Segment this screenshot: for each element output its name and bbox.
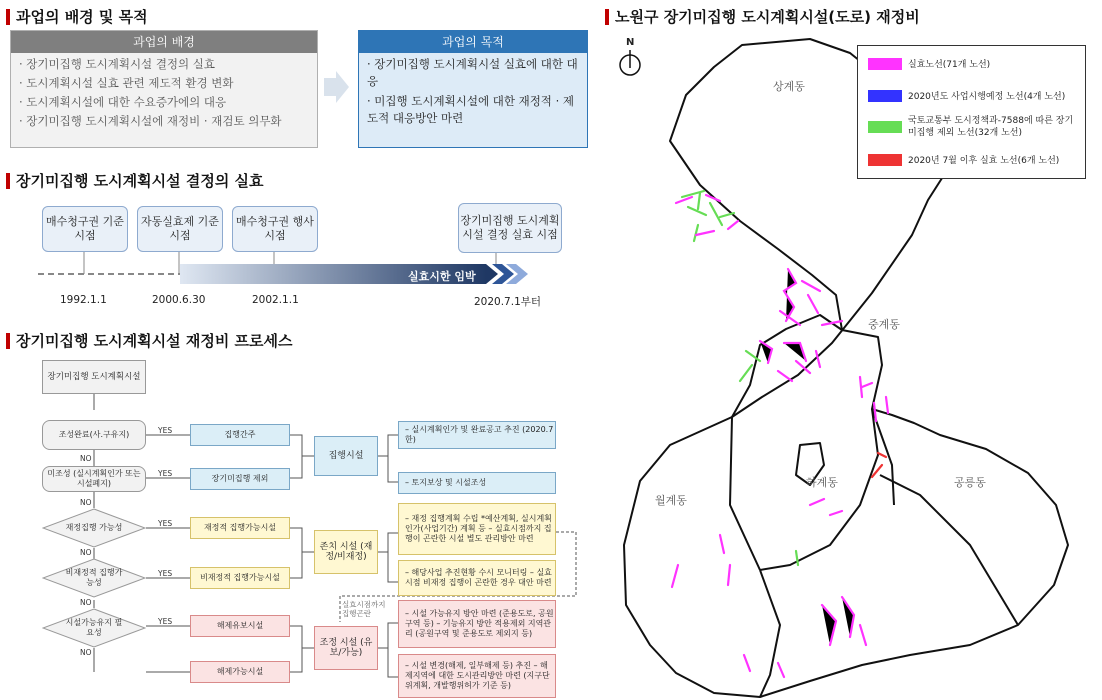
no-label: NO — [80, 548, 92, 557]
background-item: · 도시계획시설에 대한 수요증가에의 대응 — [19, 95, 227, 109]
flow-action-excluded: 장기미집행 제외 — [190, 468, 290, 490]
section-title-background: 과업의 배경 및 목적 — [6, 6, 148, 27]
flow-note: – 해당사업 추진현황 수시 모니터링 – 실효시점 비재정 집행이 곤란한 경우 대안 마련 — [398, 560, 556, 596]
flow-group-adjusted: 조정 시설 (유보/가능) — [314, 626, 378, 670]
legend-item: 2020년도 사업시행예정 노선(4개 노선) — [868, 89, 1065, 102]
no-label: NO — [80, 648, 92, 657]
flow-action-nonfinancial: 비재정적 집행가능시설 — [190, 567, 290, 589]
dong-label: 하계동 — [806, 476, 838, 489]
timeline-box: 매수청구권 행사 시점 — [232, 206, 318, 252]
arrow-right-icon — [322, 70, 350, 104]
legend-item: 국토교통부 도시정책과-7588에 따른 장기미집행 제외 노선(32개 노선) — [868, 115, 1078, 139]
no-label: NO — [80, 454, 92, 463]
map-legend — [857, 45, 1086, 179]
purpose-item: · 장기미집행 도시계획시설 실효에 대한 대응 — [367, 57, 578, 88]
timeline-date: 1992.1.1 — [60, 294, 107, 306]
legend-swatch — [868, 121, 902, 133]
dong-label: 중계동 — [868, 318, 900, 331]
legend-swatch — [868, 90, 902, 102]
legend-swatch — [868, 154, 902, 166]
yes-label: YES — [158, 569, 173, 578]
no-label: NO — [80, 598, 92, 607]
flow-decision-financial: 재정집행 가능성 — [65, 523, 123, 532]
flow-action-releasable: 해제가능시설 — [190, 661, 290, 683]
yes-label: YES — [158, 469, 173, 478]
timeline-axis — [30, 250, 570, 290]
timeline-date: 2020.7.1부터 — [474, 296, 542, 308]
flow-group-executed: 집행시설 — [314, 436, 378, 476]
timeline-arrow-label: 실효시한 임박 — [408, 270, 476, 283]
timeline-box: 매수청구권 기준 시점 — [42, 206, 128, 252]
timeline-box: 장기미집행 도시계획시설 결정 실효 시점 — [458, 203, 562, 253]
north-label: N — [626, 37, 635, 48]
no-label: NO — [80, 498, 92, 507]
background-item: · 장기미집행 도시계획시설 결정의 실효 — [19, 57, 216, 71]
yes-label: YES — [158, 519, 173, 528]
dong-label: 공릉동 — [954, 476, 986, 489]
purpose-header: 과업의 목적 — [359, 31, 587, 53]
background-header: 과업의 배경 — [11, 31, 317, 53]
legend-item: 실효노선(71개 노선) — [868, 57, 990, 70]
timeline-box: 자동실효제 기준 시점 — [137, 206, 223, 252]
flow-side-note: 실효시점까지 집행곤란 — [342, 600, 386, 618]
flow-decision-nonfinancial: 비재정적 집행가능성 — [65, 568, 123, 587]
flow-note: – 실시계획인가 및 완료공고 추진 (2020.7 한) — [398, 421, 556, 449]
flow-action-deemed: 집행간주 — [190, 424, 290, 446]
flow-start-node: 장기미집행 도시계획시설 — [42, 360, 146, 394]
dong-label: 상계동 — [773, 80, 805, 93]
background-box — [10, 30, 318, 148]
purpose-item: · 미집행 도시계획시설에 대한 재정적 · 제도적 대응방안 마련 — [367, 94, 574, 125]
flow-decision-maintain: 시설가능유지 필요성 — [65, 618, 123, 637]
compass-icon — [618, 48, 642, 78]
background-item: · 장기미집행 도시계획시설에 재정비 · 재검토 의무화 — [19, 114, 282, 128]
legend-swatch — [868, 58, 902, 70]
flow-decision-unbuilt: 미조성 (실시계획인가 또는 시설폐지) — [42, 466, 146, 492]
yes-label: YES — [158, 617, 173, 626]
flow-action-reserved: 해제유보시설 — [190, 615, 290, 637]
flow-note: – 시설 가능유지 방안 마련 (준용도로, 공원구역 등) – 기능유지 방안 적용제외 지역관리 (공원구역 및 준용도로 제외지 등) — [398, 600, 556, 648]
flow-decision-completed: 조성완료(사.구유지) — [42, 420, 146, 450]
legend-item: 2020년 7월 이후 실효 노선(6개 노선) — [868, 153, 1059, 166]
flow-group-retained: 존치 시설 (재정/비재정) — [314, 530, 378, 574]
flow-note: – 시설 변경(해제, 일부해제 등) 추진 – 해제지역에 대한 도시관리방안 마련 (지구단위계획, 개발행위허가 기준 등) — [398, 654, 556, 698]
section-title-map: 노원구 장기미집행 도시계획시설(도로) 재정비 — [605, 6, 920, 27]
flow-note: – 토지보상 및 시설조성 — [398, 472, 556, 494]
flow-action-financial: 재정적 집행가능시설 — [190, 517, 290, 539]
flow-note: – 재정 집행계획 수립 *예산계획, 실시계획인가(사업기간) 계획 등 – 실효시점까지 집행이 곤란한 시설 별도 관리방안 마련 — [398, 503, 556, 555]
background-item: · 도시계획시설 실효 관련 제도적 환경 변화 — [19, 76, 234, 90]
section-title-process: 장기미집행 도시계획시설 재정비 프로세스 — [6, 330, 293, 351]
timeline-date: 2000.6.30 — [152, 294, 206, 306]
yes-label: YES — [158, 426, 173, 435]
dong-label: 월계동 — [655, 494, 687, 507]
timeline-date: 2002.1.1 — [252, 294, 299, 306]
section-title-timeline: 장기미집행 도시계획시설 결정의 실효 — [6, 170, 264, 191]
purpose-box — [358, 30, 588, 148]
